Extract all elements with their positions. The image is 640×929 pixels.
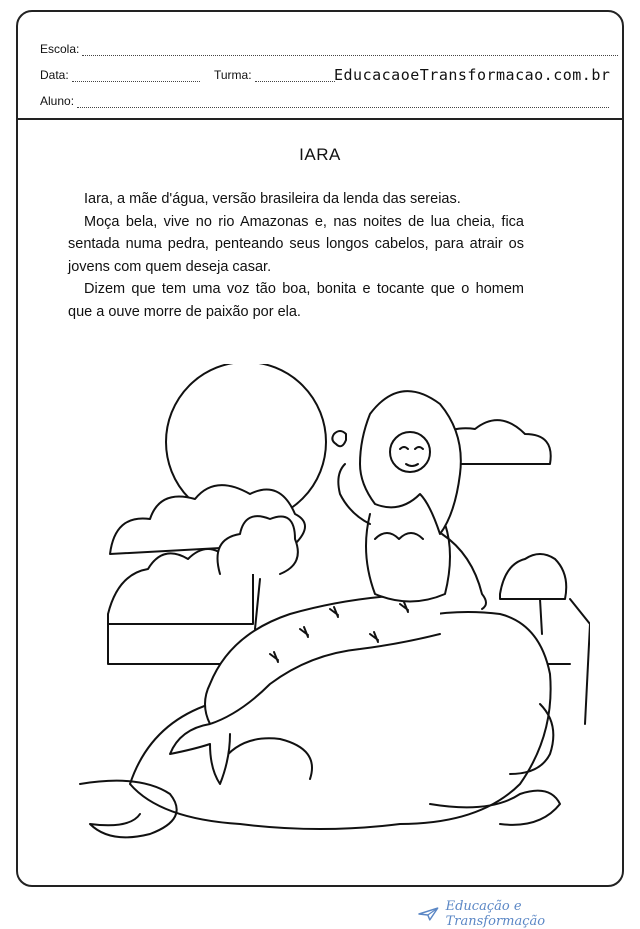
school-line: [40, 42, 618, 56]
date-blank[interactable]: [72, 69, 200, 82]
school-label: Escola:: [40, 42, 80, 56]
story-paragraph: Moça bela, vive no rio Amazonas e, nas noites de lua cheia, fica sentada numa pedra, penteando seus longos cabelos, para atrair os jovens com quem deseja casar.: [68, 213, 524, 275]
footer-brand: [418, 899, 622, 929]
worksheet-header: [18, 12, 622, 120]
class-label: Turma:: [214, 68, 252, 82]
water-ripple: [80, 781, 177, 838]
worksheet-frame: [16, 10, 624, 929]
date-label: Data:: [40, 68, 69, 82]
tree-right: [500, 554, 566, 599]
tree-right-trunk: [540, 599, 542, 634]
shore-right: [570, 599, 590, 724]
paper-plane-icon: [418, 906, 440, 922]
palm-trunk: [255, 579, 260, 629]
hair-flower: [332, 431, 346, 446]
class-blank[interactable]: [255, 69, 335, 82]
mermaid-illustration: [70, 364, 590, 864]
footer-brand-text: Educação e Transformação: [445, 899, 546, 929]
story-text: [68, 188, 524, 323]
date-line: [40, 68, 200, 82]
story-title: IARA: [299, 145, 341, 164]
story-paragraph: Dizem que tem uma voz tão boa, bonita e tocante que o homem que a ouve morre de paixão por ela.: [68, 281, 524, 320]
student-line: [40, 94, 609, 108]
class-line: [214, 68, 335, 82]
story-paragraph: Iara, a mãe d'água, versão brasileira da lenda das sereias.: [84, 191, 461, 207]
school-blank[interactable]: [82, 43, 618, 56]
site-url: EducacaoeTransformacao.com.br: [334, 66, 611, 84]
student-label: Aluno:: [40, 94, 75, 108]
student-blank[interactable]: [77, 95, 609, 108]
